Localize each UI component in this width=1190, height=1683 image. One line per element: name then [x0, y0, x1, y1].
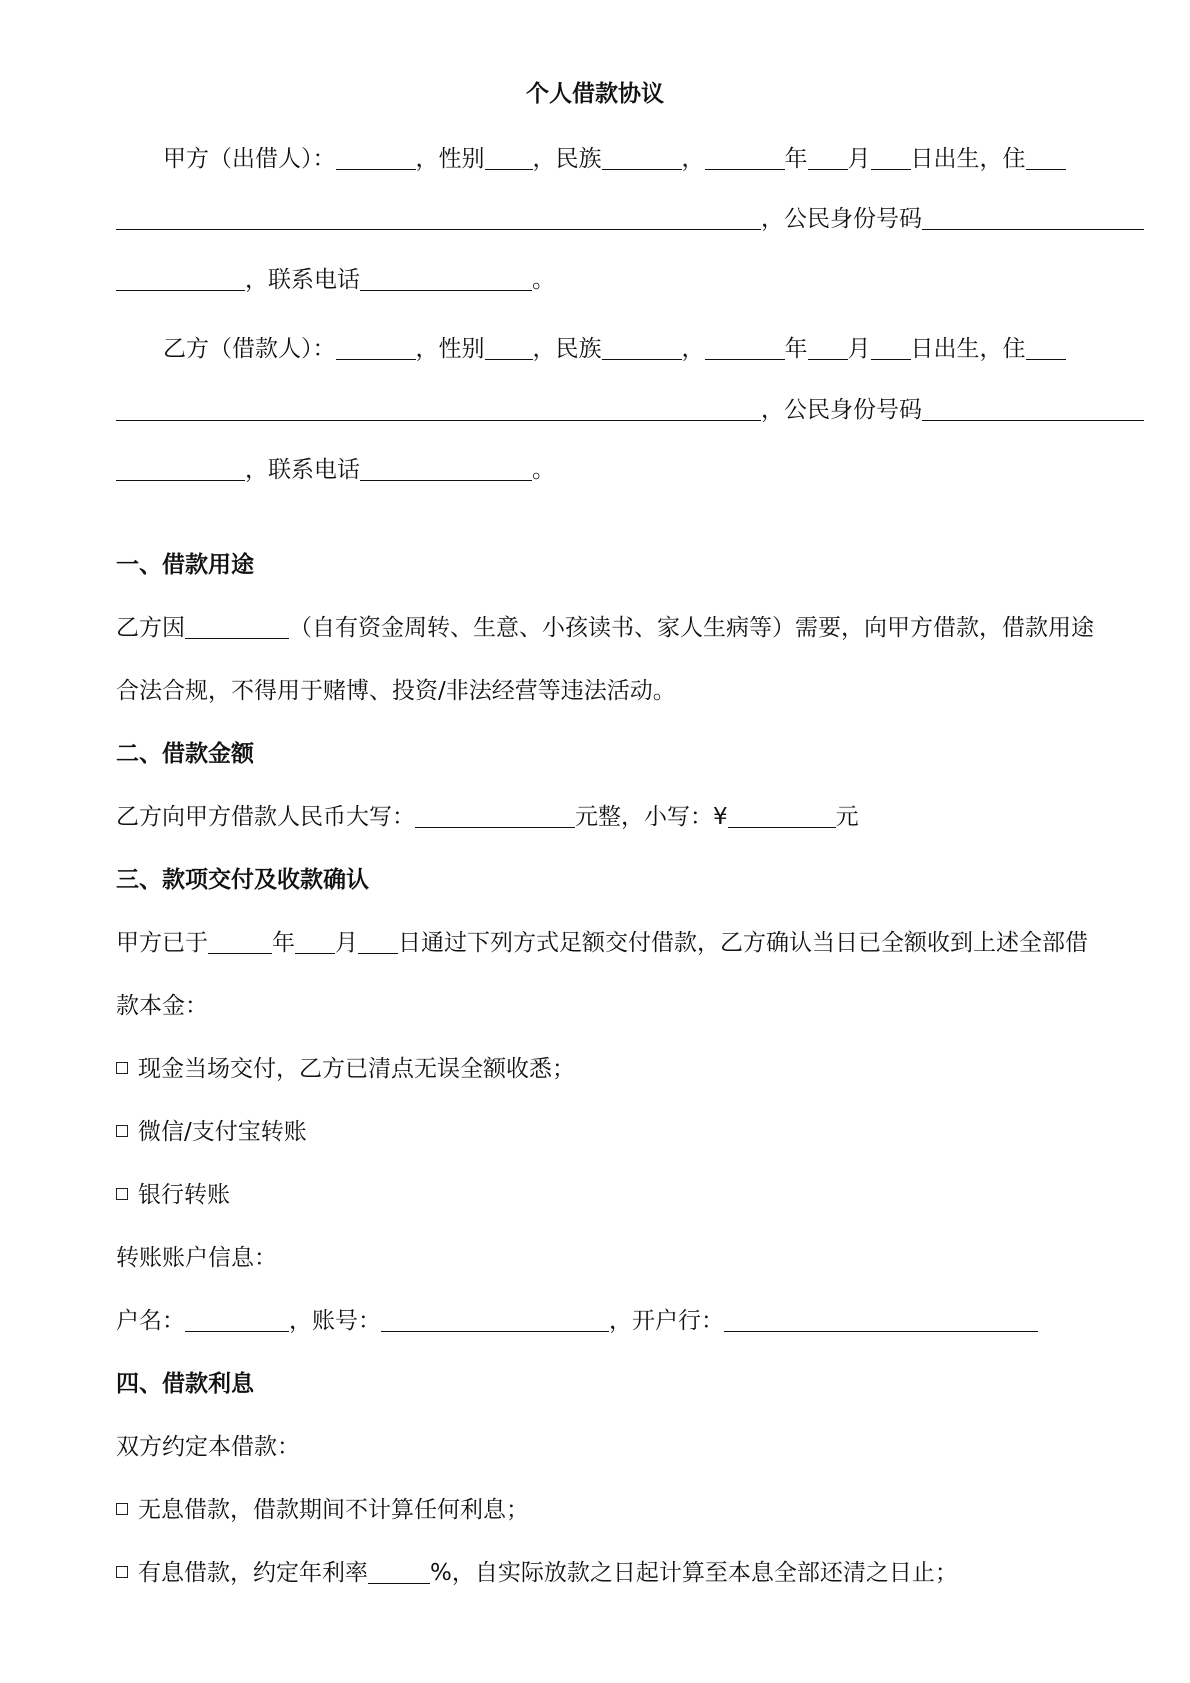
interest-rate-pre: 有息借款，约定年利率	[138, 1560, 368, 1586]
delivery-year-label: 年	[272, 930, 295, 956]
party-a-birth-day-blank[interactable]	[871, 147, 911, 170]
checkbox-icon[interactable]	[116, 1188, 128, 1200]
party-a-ethnicity-blank[interactable]	[602, 147, 682, 170]
option-wechat-alipay[interactable]	[116, 1117, 307, 1147]
account-name-blank[interactable]	[185, 1309, 289, 1332]
party-a-month-label: 月	[847, 146, 871, 172]
party-b-birth-year-blank[interactable]	[705, 337, 785, 360]
delivery-month-blank[interactable]	[295, 931, 335, 954]
party-a-id-blank[interactable]	[922, 207, 1144, 230]
party-b-line-1	[163, 334, 1066, 364]
option-interest-rate[interactable]	[116, 1558, 958, 1588]
party-b-month-label: 月	[847, 336, 871, 362]
party-a-year-label: 年	[784, 146, 808, 172]
option-interest-free-label: 无息借款，借款期间不计算任何利息；	[138, 1497, 529, 1523]
party-b-gender-label: ，性别	[415, 336, 485, 362]
checkbox-icon[interactable]	[116, 1566, 128, 1578]
section-2-line	[116, 802, 859, 832]
section-3-line-2: 款本金：	[116, 993, 208, 1019]
party-a-label: 甲方（出借人）：	[163, 146, 336, 172]
party-b-address-blank-2[interactable]	[116, 398, 761, 421]
party-a-comma: ，	[681, 146, 705, 172]
party-b-address-blank[interactable]	[1026, 337, 1066, 360]
delivery-day-blank[interactable]	[358, 931, 398, 954]
party-a-line-3	[116, 265, 555, 295]
option-bank-label: 银行转账	[138, 1182, 230, 1208]
account-name-label: 户名：	[116, 1308, 185, 1334]
section-1-post: （自有资金周转、生意、小孩读书、家人生病等）需要，向甲方借款，借款用途	[289, 615, 1094, 641]
party-b-id-label: ，公民身份号码	[761, 397, 922, 423]
party-b-name-blank[interactable]	[336, 337, 416, 360]
party-a-phone-label: ，联系电话	[245, 267, 360, 293]
section-4-heading: 四、借款利息	[116, 1371, 254, 1397]
party-b-line-3	[116, 455, 555, 485]
party-a-birth-month-blank[interactable]	[808, 147, 848, 170]
amount-upper-label: 乙方向甲方借款人民币大写：	[116, 804, 415, 830]
amount-upper-blank[interactable]	[415, 805, 575, 828]
party-a-gender-label: ，性别	[415, 146, 485, 172]
section-1-line-2: 合法合规，不得用于赌博、投资/非法经营等违法活动。	[116, 678, 676, 704]
section-3-heading: 三、款项交付及收款确认	[116, 867, 369, 893]
interest-rate-blank[interactable]	[368, 1561, 430, 1584]
party-b-period: 。	[532, 457, 555, 483]
party-b-ethnicity-label: ，民族	[532, 336, 602, 362]
account-number-blank[interactable]	[381, 1309, 609, 1332]
party-a-birth-label: 日出生，住	[910, 146, 1026, 172]
section-1-heading: 一、借款用途	[116, 552, 254, 578]
section-1-line-1	[116, 613, 1094, 643]
interest-intro: 双方约定本借款：	[116, 1434, 300, 1460]
interest-rate-post: %，自实际放款之日起计算至本息全部还清之日止；	[430, 1560, 958, 1586]
section-1-pre: 乙方因	[116, 615, 185, 641]
option-wechat-label: 微信/支付宝转账	[138, 1119, 307, 1145]
party-b-label: 乙方（借款人）：	[163, 336, 336, 362]
amount-unit: 元	[835, 804, 859, 830]
party-a-ethnicity-label: ，民族	[532, 146, 602, 172]
party-a-phone-blank[interactable]	[360, 268, 532, 291]
checkbox-icon[interactable]	[116, 1503, 128, 1515]
amount-lower-blank[interactable]	[728, 805, 836, 828]
account-details-line	[116, 1306, 1038, 1336]
party-a-period: 。	[532, 267, 555, 293]
party-b-phone-blank[interactable]	[360, 458, 532, 481]
delivery-year-blank[interactable]	[208, 931, 272, 954]
party-a-line-1	[163, 144, 1066, 174]
party-b-phone-label: ，联系电话	[245, 457, 360, 483]
option-cash-label: 现金当场交付，乙方已清点无误全额收悉；	[138, 1056, 575, 1082]
party-a-gender-blank[interactable]	[485, 147, 533, 170]
party-b-id-blank[interactable]	[922, 398, 1144, 421]
option-bank-transfer[interactable]	[116, 1180, 230, 1210]
option-cash[interactable]	[116, 1054, 575, 1084]
loan-reason-blank[interactable]	[185, 616, 289, 639]
party-a-line-2	[116, 204, 1144, 234]
party-b-comma: ，	[681, 336, 705, 362]
bank-label: ，开户行：	[609, 1308, 724, 1334]
account-info-label: 转账账户信息：	[116, 1245, 277, 1271]
party-b-year-label: 年	[784, 336, 808, 362]
party-b-id-blank-2[interactable]	[116, 458, 245, 481]
party-a-address-blank[interactable]	[1026, 147, 1066, 170]
party-b-birth-label: 日出生，住	[910, 336, 1026, 362]
section-2-heading: 二、借款金额	[116, 741, 254, 767]
delivery-date-post: 日通过下列方式足额交付借款，乙方确认当日已全额收到上述全部借	[398, 930, 1088, 956]
amount-lower-label: 元整，小写：¥	[575, 804, 728, 830]
page-title: 个人借款协议	[526, 81, 664, 107]
party-b-birth-month-blank[interactable]	[808, 337, 848, 360]
account-number-label: ，账号：	[289, 1308, 381, 1334]
party-a-address-blank-2[interactable]	[116, 207, 761, 230]
checkbox-icon[interactable]	[116, 1125, 128, 1137]
party-b-ethnicity-blank[interactable]	[602, 337, 682, 360]
party-a-birth-year-blank[interactable]	[705, 147, 785, 170]
party-b-birth-day-blank[interactable]	[871, 337, 911, 360]
delivery-month-label: 月	[335, 930, 358, 956]
section-3-line-1	[116, 928, 1088, 958]
bank-blank[interactable]	[724, 1309, 1038, 1332]
party-a-id-blank-2[interactable]	[116, 268, 245, 291]
option-interest-free[interactable]	[116, 1495, 529, 1525]
party-a-id-label: ，公民身份号码	[761, 206, 922, 232]
party-b-gender-blank[interactable]	[485, 337, 533, 360]
checkbox-icon[interactable]	[116, 1062, 128, 1074]
party-b-line-2	[116, 395, 1144, 425]
party-a-name-blank[interactable]	[336, 147, 416, 170]
delivery-date-pre: 甲方已于	[116, 930, 208, 956]
